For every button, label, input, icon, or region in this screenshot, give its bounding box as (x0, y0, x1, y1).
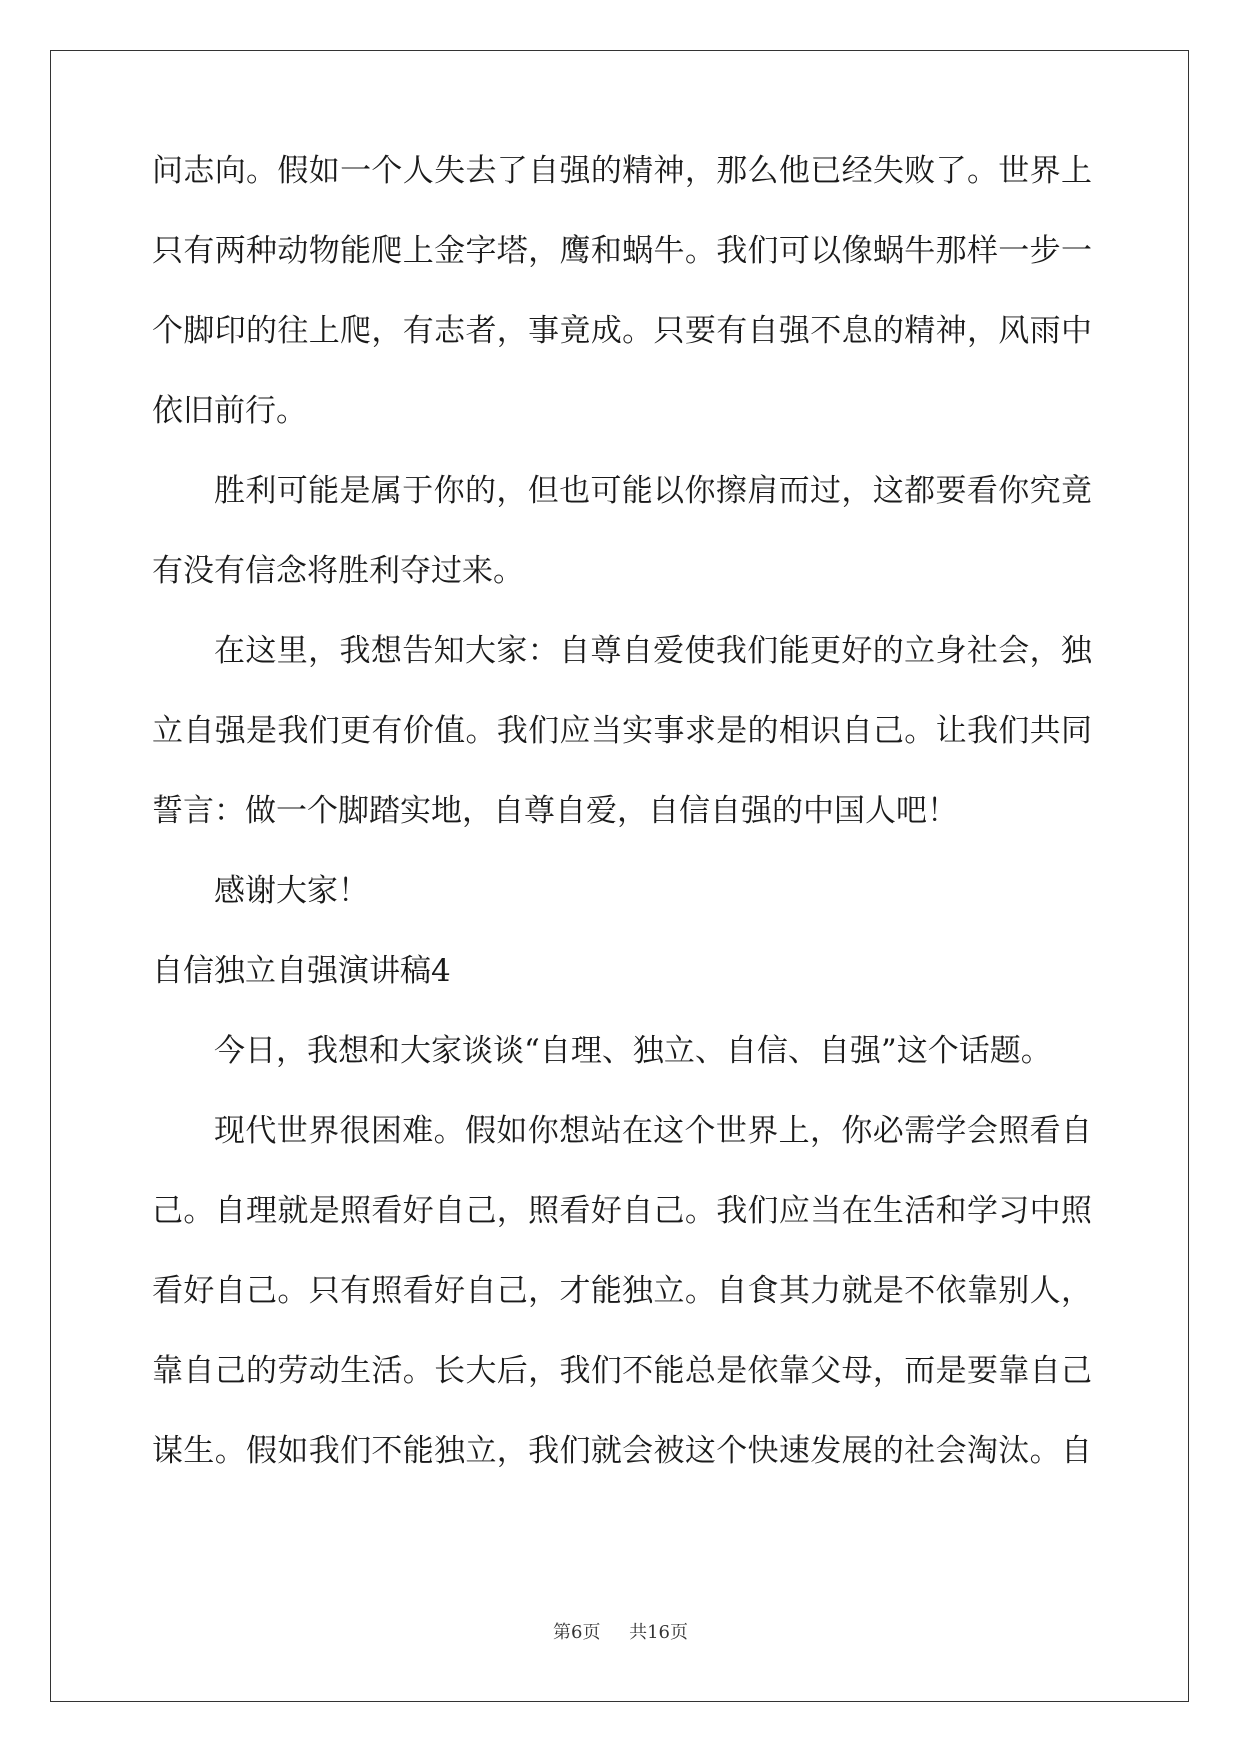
text-line: 靠自己的劳动生活。长大后，我们不能总是依靠父母，而是要靠自己 (152, 1353, 1092, 1389)
text-line: 胜利可能是属于你的，但也可能以你擦肩而过，这都要看你究竟 (214, 473, 1092, 509)
text-line: 在这里，我想告知大家：自尊自爱使我们能更好的立身社会，独 (214, 633, 1092, 669)
text-line: 谋生。假如我们不能独立，我们就会被这个快速发展的社会淘汰。自 (152, 1433, 1092, 1469)
text-line: 感谢大家！ (214, 873, 369, 909)
text-line: 依旧前行。 (152, 393, 307, 429)
text-line: 今日，我想和大家谈谈“自理、独立、自信、自强”这个话题。 (214, 1033, 1052, 1069)
page-number: 第6页 (553, 1622, 601, 1643)
text-line: 个脚印的往上爬，有志者，事竟成。只要有自强不息的精神，风雨中 (152, 313, 1092, 349)
text-line: 有没有信念将胜利夺过来。 (152, 553, 524, 589)
page-total: 共16页 (629, 1622, 688, 1643)
section-heading: 自信独立自强演讲稿4 (152, 953, 451, 989)
text-line: 立自强是我们更有价值。我们应当实事求是的相识自己。让我们共同 (152, 713, 1092, 749)
text-line: 己。自理就是照看好自己，照看好自己。我们应当在生活和学习中照 (152, 1193, 1092, 1229)
text-line: 誓言：做一个脚踏实地，自尊自爱，自信自强的中国人吧！ (152, 793, 958, 829)
text-line: 现代世界很困难。假如你想站在这个世界上，你必需学会照看自 (214, 1113, 1092, 1149)
text-line: 看好自己。只有照看好自己，才能独立。自食其力就是不依靠别人， (152, 1273, 1092, 1309)
page-footer (0, 1618, 1241, 1644)
text-line: 问志向。假如一个人失去了自强的精神，那么他已经失败了。世界上 (152, 153, 1092, 189)
text-line: 只有两种动物能爬上金字塔，鹰和蜗牛。我们可以像蜗牛那样一步一 (152, 233, 1092, 269)
